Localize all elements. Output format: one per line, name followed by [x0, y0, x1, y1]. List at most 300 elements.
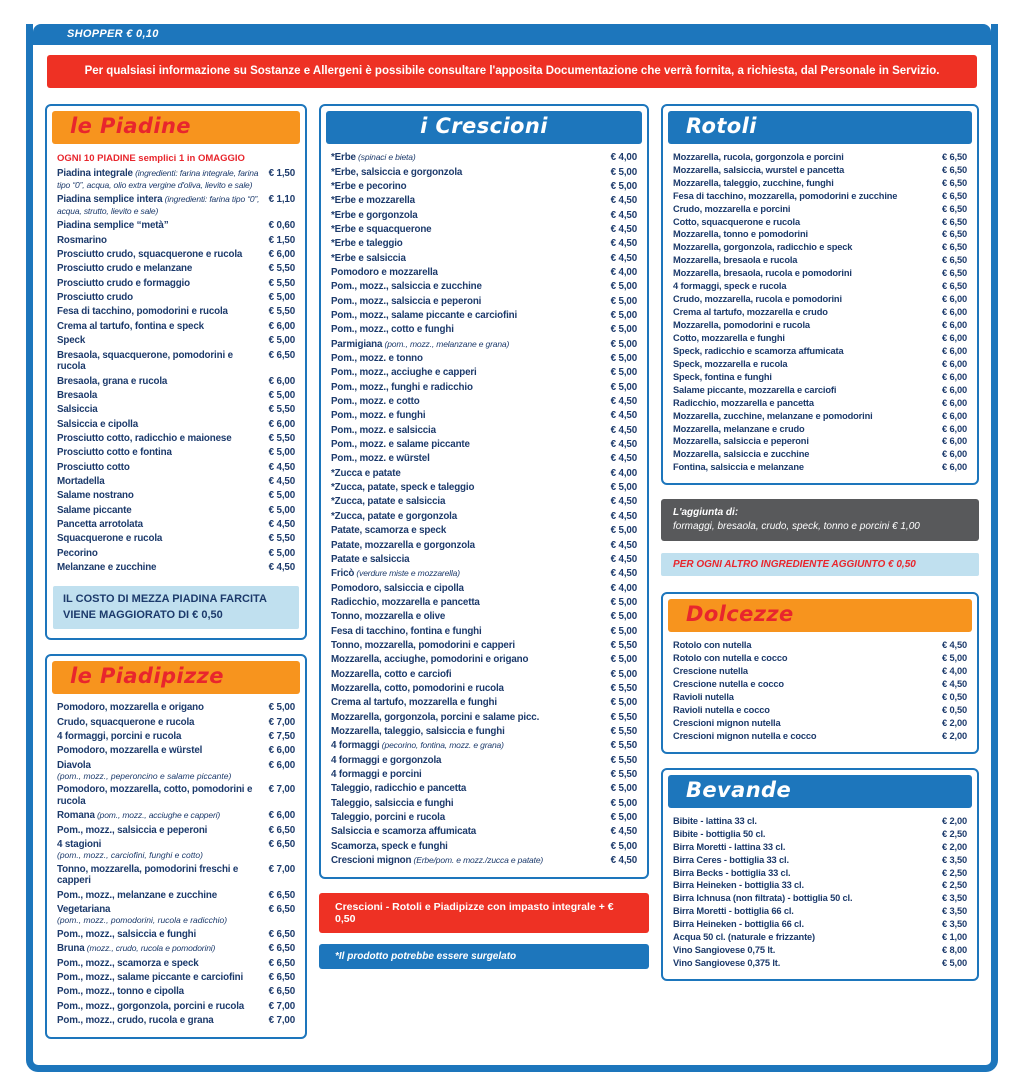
menu-item-name: Pomodoro, mozzarella, cotto, pomodorini e rucola: [57, 784, 253, 808]
menu-item-name: Salame nostrano: [57, 490, 134, 502]
menu-item: [57, 503, 295, 517]
menu-item-name: Birra Heineken - bottiglia 66 cl.: [673, 919, 804, 930]
menu-item-name: Fricò (verdure miste e mozzarella): [331, 568, 460, 580]
menu-item-price: € 4,50: [942, 679, 967, 690]
menu-item: [331, 194, 637, 208]
menu-item-price: € 6,00: [942, 307, 967, 318]
menu-item: [331, 854, 637, 868]
menu-item: [57, 561, 295, 575]
menu-item: [331, 725, 637, 739]
allergen-banner: [47, 55, 977, 88]
menu-item: [673, 704, 967, 717]
menu-item-name: *Erbe e taleggio: [331, 238, 403, 250]
menu-item-ingredients: (pom., mozz., peperoncino e salame piccante): [57, 770, 232, 781]
menu-item: [57, 783, 295, 809]
menu-item-price: € 5,00: [610, 625, 637, 637]
menu-item-name: Radicchio, mozzarella e pancetta: [673, 397, 814, 408]
menu-item-name: *Zucca e patate: [331, 467, 401, 479]
menu-item-name: Taleggio, porcini e rucola: [331, 812, 446, 824]
menu-item: [673, 639, 967, 652]
menu-item: [57, 193, 295, 219]
menu-item-name: Patate e salsiccia: [331, 553, 410, 565]
menu-item-ingredients: (pom., mozz., acciughe e capperi): [94, 810, 221, 821]
menu-item: [331, 151, 637, 165]
menu-item-price: € 6,50: [268, 889, 295, 901]
menu-item-name: Mozzarella, salsiccia e zucchine: [673, 449, 810, 460]
menu-item: [331, 223, 637, 237]
menu-item-price: € 6,00: [942, 462, 967, 473]
menu-item-price: € 7,00: [268, 1014, 295, 1026]
menu-item-price: € 6,00: [942, 397, 967, 408]
menu-item-name: Mozzarella, gorgonzola, radicchio e speck: [673, 242, 853, 253]
menu-item: [331, 510, 637, 524]
menu-item-price: € 5,00: [268, 504, 295, 516]
menu-item-price: € 4,50: [268, 461, 295, 473]
rotoli-list: [663, 149, 977, 478]
menu-item-price: € 5,50: [268, 432, 295, 444]
menu-item: [331, 467, 637, 481]
menu-item: [673, 461, 967, 474]
menu-item-price: € 6,00: [268, 375, 295, 387]
menu-item-price: € 5,00: [268, 702, 295, 714]
menu-item-name: Birra Becks - bottiglia 33 cl.: [673, 867, 791, 878]
menu-item-price: € 6,00: [268, 418, 295, 430]
menu-item-price: € 5,00: [268, 547, 295, 559]
menu-item-name: *Erbe e gorgonzola: [331, 209, 418, 221]
menu-item-name: Vino Sangiovese 0,375 lt.: [673, 958, 781, 969]
menu-item-price: € 4,50: [610, 453, 637, 465]
crescioni-title: i Crescioni: [326, 111, 642, 144]
column-left: [45, 104, 307, 1053]
menu-item-name: Salsiccia e scamorza affumicata: [331, 826, 477, 838]
allergen-text: Per qualsiasi informazione su Sostanze e Allergeni è possibile consultare l'apposita Documentazione che verrà fornita, a richiesta, dal Personale in Servizio.: [84, 65, 940, 77]
menu-item: [57, 546, 295, 560]
menu-item-name: Mozzarella, rucola, gorgonzola e porcini: [673, 151, 844, 162]
menu-item-name: Crema al tartufo, mozzarella e funghi: [331, 697, 497, 709]
menu-item-price: € 5,00: [268, 335, 295, 347]
menu-item-name: Mozzarella, tonno e pomodorini: [673, 229, 808, 240]
menu-item-ingredients: (ingredienti: farina tipo “0”, acqua, strutto, lievito e sale): [57, 194, 260, 217]
menu-item-name: Crudo, squacquerone e rucola: [57, 716, 195, 728]
menu-item: [673, 652, 967, 665]
menu-item-price: € 6,50: [942, 268, 967, 279]
menu-item-price: € 1,50: [268, 234, 295, 246]
menu-item: [57, 403, 295, 417]
menu-item-name: Piadina semplice intera (ingredienti: farina tipo “0”, acqua, strutto, lievito e sale): [57, 194, 260, 217]
menu-item-name: Pom., mozz., crudo, rucola e grana: [57, 1014, 214, 1026]
menu-item: [673, 177, 967, 190]
menu-item: [673, 371, 967, 384]
menu-item-price: € 1,00: [942, 932, 967, 943]
menu-item-name: Fesa di tacchino, fontina e funghi: [331, 625, 482, 637]
menu-item: [331, 251, 637, 265]
menu-item-name: Bresaola, squacquerone, pomodorini e rucola: [57, 349, 233, 373]
menu-item: [331, 610, 637, 624]
menu-item-name: 4 formaggi (pecorino, fontina, mozz. e grana): [331, 740, 504, 752]
menu-item-name: Pom., mozz., melanzane e zucchine: [57, 889, 218, 901]
piadine-promo: OGNI 10 PIADINE semplici 1 in OMAGGIO: [57, 152, 245, 164]
menu-item-name: Salame piccante, mozzarella e carciofi: [673, 384, 837, 395]
menu-item-name: Pom., mozz., salame piccante e carciofini: [331, 310, 518, 322]
menu-item: [331, 567, 637, 581]
menu-item-name: Pom., mozz., gorgonzola, porcini e rucola: [57, 1000, 245, 1012]
menu-item-price: € 6,00: [268, 249, 295, 261]
menu-content: [33, 55, 991, 1065]
menu-item-name: Crescione nutella e cocco: [673, 679, 784, 690]
menu-item-name: 4 formaggi, porcini e rucola: [57, 730, 182, 742]
menu-item-name: 4 stagioni: [57, 839, 102, 851]
menu-item-name: *Zucca, patate e salsiccia: [331, 496, 446, 508]
menu-item: [331, 294, 637, 308]
menu-item-name: Cotto, mozzarella e funghi: [673, 332, 785, 343]
menu-item-name: *Erbe e salsiccia: [331, 252, 406, 264]
menu-item-name: Crescioni mignon nutella e cocco: [673, 730, 817, 741]
menu-item: [331, 165, 637, 179]
menu-item: [673, 867, 967, 880]
menu-item-name: Bibite - bottiglia 50 cl.: [673, 828, 766, 839]
menu-item-name: Squacquerone e rucola: [57, 533, 163, 545]
menu-item-price: € 1,50: [268, 168, 295, 180]
menu-item-name: Vino Sangiovese 0,75 lt.: [673, 945, 776, 956]
menu-item-price: € 6,50: [268, 986, 295, 998]
menu-item-name: Speck, fontina e funghi: [673, 371, 772, 382]
menu-item: [673, 854, 967, 867]
menu-item-price: € 7,00: [268, 863, 295, 875]
menu-item-price: € 4,00: [610, 266, 637, 278]
menu-item: [673, 190, 967, 203]
menu-item-name: Mozzarella, bresaola e rucola: [673, 255, 798, 266]
menu-item-price: € 5,50: [610, 725, 637, 737]
menu-item-name: Mozzarella, zucchine, melanzane e pomodorini: [673, 410, 873, 421]
menu-item: [57, 999, 295, 1013]
menu-item-price: € 5,00: [610, 324, 637, 336]
menu-item-name: Pom., mozz., salsiccia e zucchine: [331, 281, 482, 293]
menu-item: [57, 823, 295, 837]
menu-item: [673, 449, 967, 462]
menu-item: [673, 164, 967, 177]
menu-item-name: Romana (pom., mozz., acciughe e capperi): [57, 810, 221, 822]
menu-item: [673, 717, 967, 730]
menu-item-name: Salame piccante: [57, 504, 132, 516]
menu-item: [57, 518, 295, 532]
menu-item-price: € 2,00: [942, 730, 967, 741]
menu-item-name: Birra Heineken - bottiglia 33 cl.: [673, 880, 804, 891]
menu-item-name: *Zucca, patate e gorgonzola: [331, 510, 458, 522]
menu-item-price: € 6,50: [942, 281, 967, 292]
menu-item-name: Crudo, mozzarella e porcini: [673, 203, 791, 214]
menu-item-price: € 5,50: [610, 769, 637, 781]
crescioni-list: [321, 149, 647, 872]
menu-item-price: € 3,50: [942, 919, 967, 930]
menu-item-price: € 5,00: [610, 525, 637, 537]
menu-item-price: € 5,50: [610, 639, 637, 651]
menu-item-name: Pom., mozz. e würstel: [331, 453, 430, 465]
menu-item: [331, 639, 637, 653]
menu-item-name: Crema al tartufo, fontina e speck: [57, 320, 204, 332]
menu-item-price: € 5,00: [610, 353, 637, 365]
menu-item-price: € 6,00: [942, 423, 967, 434]
menu-item-name: Pom., mozz., acciughe e capperi: [331, 367, 477, 379]
menu-item-price: € 6,50: [942, 255, 967, 266]
menu-item-ingredients: (pom., mozz., pomodorini, rucola e radicchio): [57, 915, 228, 926]
menu-item-price: € 4,00: [610, 582, 637, 594]
menu-item-price: € 6,50: [268, 824, 295, 836]
menu-item: [673, 678, 967, 691]
menu-item: [673, 893, 967, 906]
menu-item: [331, 208, 637, 222]
menu-item-name: Melanzane e zucchine: [57, 562, 157, 574]
menu-item-price: € 4,50: [610, 424, 637, 436]
menu-item-price: € 5,50: [268, 263, 295, 275]
menu-item-name: Prosciutto crudo e melanzane: [57, 263, 193, 275]
menu-item-price: € 4,50: [942, 640, 967, 651]
menu-item-name: Piadina integrale (ingredienti: farina integrale, farina tipo “0”, acqua, olio extra vergine d'oliva, lievito e sale): [57, 168, 259, 190]
menu-item-name: Crescioni mignon nutella: [673, 717, 781, 728]
menu-item: [673, 691, 967, 704]
menu-item-price: € 1,10: [268, 194, 295, 206]
section-piadine: [45, 104, 307, 640]
shopper-bar: [33, 24, 991, 45]
menu-item: [673, 358, 967, 371]
menu-item: [57, 417, 295, 431]
menu-item: [673, 436, 967, 449]
menu-item-name: Pom., mozz., funghi e radicchio: [331, 381, 473, 393]
menu-item-name: Salsiccia e cipolla: [57, 418, 139, 430]
menu-item: [331, 682, 637, 696]
menu-item-ingredients: (verdure miste e mozzarella): [354, 568, 460, 579]
menu-item-price: € 6,00: [942, 345, 967, 356]
menu-item: [331, 825, 637, 839]
menu-item-name: *Erbe, salsiccia e gorgonzola: [331, 166, 463, 178]
menu-item-price: € 7,00: [268, 716, 295, 728]
menu-item-name: Pomodoro e mozzarella: [331, 266, 438, 278]
menu-item-ingredients: (mozz., crudo, rucola e pomodorini): [84, 943, 216, 954]
menu-item-price: € 6,50: [942, 203, 967, 214]
menu-item-name: Mozzarella, taleggio, zucchine, funghi: [673, 177, 834, 188]
menu-item: [673, 267, 967, 280]
menu-item-price: € 5,00: [610, 166, 637, 178]
menu-item-price: € 0,60: [268, 220, 295, 232]
menu-item: [57, 942, 295, 956]
menu-item-price: € 7,00: [268, 1000, 295, 1012]
menu-item: [673, 293, 967, 306]
menu-item-price: € 5,00: [610, 812, 637, 824]
menu-item: [673, 319, 967, 332]
menu-item-price: € 5,00: [610, 338, 637, 350]
menu-item-price: € 4,50: [268, 562, 295, 574]
section-bevande: [661, 768, 979, 981]
piadine-list: [47, 165, 305, 579]
menu-item: [331, 596, 637, 610]
menu-item-price: € 3,50: [942, 906, 967, 917]
menu-item-price: € 5,00: [610, 783, 637, 795]
menu-item-name: Mozzarella, acciughe, pomodorini e origano: [331, 654, 529, 666]
menu-item: [673, 931, 967, 944]
menu-page: [26, 24, 998, 1072]
menu-item: [57, 985, 295, 999]
menu-item-price: € 4,50: [268, 476, 295, 488]
menu-item: [57, 291, 295, 305]
menu-item-price: € 6,00: [942, 436, 967, 447]
menu-item-price: € 6,50: [268, 957, 295, 969]
menu-item-name: Pom., mozz., scamorza e speck: [57, 957, 199, 969]
menu-item: [331, 395, 637, 409]
menu-item-price: € 5,00: [610, 797, 637, 809]
menu-item-name: Speck: [57, 335, 86, 347]
menu-item-name: Pom., mozz. e funghi: [331, 410, 426, 422]
menu-item-name: *Zucca, patate, speck e taleggio: [331, 482, 475, 494]
menu-item-price: € 2,00: [942, 717, 967, 728]
menu-item: [673, 665, 967, 678]
menu-item: [673, 397, 967, 410]
menu-item: [673, 332, 967, 345]
menu-item: [331, 309, 637, 323]
dolcezze-list: [663, 637, 977, 747]
menu-item-price: € 5,00: [610, 381, 637, 393]
menu-item: [57, 219, 295, 233]
menu-item-name: *Erbe e pecorino: [331, 180, 407, 192]
menu-item-name: Mozzarella, melanzane e crudo: [673, 423, 805, 434]
menu-item-price: € 5,00: [942, 653, 967, 664]
section-crescioni: [319, 104, 649, 879]
menu-item-name: Mozzarella, cotto e carciofi: [331, 668, 452, 680]
menu-item: [331, 366, 637, 380]
menu-item-ingredients: (pom., mozz., melanzane e grana): [382, 338, 510, 349]
menu-item-name: Acqua 50 cl. (naturale e frizzante): [673, 932, 815, 943]
menu-item: [331, 796, 637, 810]
menu-item-price: € 6,00: [268, 759, 295, 771]
menu-item-price: € 5,00: [268, 389, 295, 401]
menu-item-name: Mozzarella, pomodorini e rucola: [673, 320, 810, 331]
menu-item-name: Patate, mozzarella e gorgonzola: [331, 539, 475, 551]
menu-item-name: Prosciutto cotto, radicchio e maionese: [57, 432, 232, 444]
menu-item: [331, 839, 637, 853]
menu-item-name: 4 formaggi e porcini: [331, 769, 422, 781]
menu-item: [57, 320, 295, 334]
menu-item: [673, 423, 967, 436]
menu-item-name: Pomodoro, mozzarella e würstel: [57, 745, 203, 757]
menu-item: [331, 495, 637, 509]
menu-item-price: € 2,00: [942, 815, 967, 826]
menu-item-name: Pom., mozz., cotto e funghi: [331, 324, 454, 336]
menu-item-price: € 6,00: [942, 294, 967, 305]
menu-item: [331, 481, 637, 495]
menu-item-name: Rotolo con nutella: [673, 640, 752, 651]
menu-item-name: Speck, radicchio e scamorza affumicata: [673, 345, 844, 356]
menu-item: [331, 653, 637, 667]
menu-item: [331, 280, 637, 294]
menu-item-ingredients: (spinaci e bieta): [355, 152, 416, 163]
menu-item-price: € 2,50: [942, 828, 967, 839]
menu-item-price: € 4,50: [610, 439, 637, 451]
menu-item-name: Pom., mozz. e cotto: [331, 396, 420, 408]
menu-item-price: € 6,00: [268, 745, 295, 757]
menu-item-ingredients: (pom., mozz., carciofini, funghi e cotto): [57, 850, 203, 861]
menu-item-price: € 4,50: [610, 396, 637, 408]
menu-item: [57, 862, 295, 888]
menu-item: [331, 710, 637, 724]
integral-dough-note: Crescioni - Rotoli e Piadipizze con impasto integrale + € 0,50: [319, 893, 649, 933]
menu-item-price: € 5,00: [610, 697, 637, 709]
menu-item-name: Taleggio, radicchio e pancetta: [331, 783, 467, 795]
menu-item-price: € 5,00: [610, 668, 637, 680]
menu-item-name: Tonno, mozzarella, pomodorini e capperi: [331, 639, 515, 651]
menu-item-name: Pecorino: [57, 547, 98, 559]
menu-item-name: Pomodoro, salsiccia e cipolla: [331, 582, 464, 594]
menu-item-price: € 4,50: [610, 539, 637, 551]
menu-item: [673, 730, 967, 743]
column-right: [661, 104, 979, 995]
menu-item-price: € 4,50: [610, 223, 637, 235]
menu-item-name: Bresaola, grana e rucola: [57, 375, 168, 387]
bevande-title: Bevande: [668, 775, 972, 808]
menu-item: [673, 229, 967, 242]
menu-item: [331, 337, 637, 351]
menu-item: [57, 889, 295, 903]
menu-item-name: Crema al tartufo, mozzarella e crudo: [673, 307, 828, 318]
menu-item: [331, 266, 637, 280]
menu-item-name: Mozzarella, taleggio, salsiccia e funghi: [331, 725, 505, 737]
menu-item-name: Mortadella: [57, 476, 105, 488]
menu-item-name: *Erbe e mozzarella: [331, 195, 415, 207]
menu-item-price: € 5,00: [610, 596, 637, 608]
menu-item-price: € 4,50: [610, 855, 637, 867]
menu-item: [331, 380, 637, 394]
menu-item-name: Cotto, squacquerone e rucola: [673, 216, 801, 227]
menu-item-price: € 5,50: [268, 533, 295, 545]
menu-item-name: Pomodoro, mozzarella e origano: [57, 702, 204, 714]
menu-item-price: € 4,50: [610, 252, 637, 264]
menu-item-name: Pancetta arrotolata: [57, 519, 143, 531]
menu-item-ingredients: (Erbe/pom. e mozz./zucca e patate): [411, 855, 544, 866]
menu-item-name: Parmigiana (pom., mozz., melanzane e grana): [331, 338, 510, 350]
menu-item-name: Bruna (mozz., crudo, rucola e pomodorini): [57, 943, 216, 955]
menu-item: [57, 971, 295, 985]
menu-item-price: € 4,50: [610, 553, 637, 565]
menu-item-price: € 5,00: [610, 281, 637, 293]
menu-item: [331, 538, 637, 552]
menu-item-price: € 5,50: [268, 306, 295, 318]
menu-item: [673, 280, 967, 293]
menu-item: [331, 782, 637, 796]
menu-item: [57, 809, 295, 823]
menu-item: [331, 452, 637, 466]
menu-item: [673, 918, 967, 931]
menu-item: [331, 352, 637, 366]
menu-item-name: Patate, scamorza e speck: [331, 525, 447, 537]
menu-item-name: Crudo, mozzarella, rucola e pomodorini: [673, 294, 842, 305]
menu-item-price: € 5,00: [610, 482, 637, 494]
bevande-list: [663, 813, 977, 974]
menu-item-price: € 5,00: [268, 447, 295, 459]
menu-item: [331, 323, 637, 337]
menu-item: [57, 956, 295, 970]
menu-item: [57, 744, 295, 758]
menu-item-price: € 6,00: [942, 449, 967, 460]
menu-item-price: € 7,00: [268, 784, 295, 796]
menu-item-price: € 4,50: [610, 410, 637, 422]
menu-item: [57, 389, 295, 403]
menu-item-price: € 6,00: [942, 320, 967, 331]
menu-item: [331, 409, 637, 423]
menu-item-price: € 8,00: [942, 945, 967, 956]
menu-item: [331, 553, 637, 567]
menu-item-ingredients: (ingredienti: farina integrale, farina tipo “0”, acqua, olio extra vergine d'oliva, lievito e sale): [57, 168, 259, 190]
half-piadina-note: IL COSTO DI MEZZA PIADINA FARCITA VIENE MAGGIORATO DI € 0,50: [53, 586, 299, 629]
menu-item-price: € 6,50: [942, 177, 967, 188]
menu-item-price: € 4,50: [610, 826, 637, 838]
menu-item: [331, 739, 637, 753]
